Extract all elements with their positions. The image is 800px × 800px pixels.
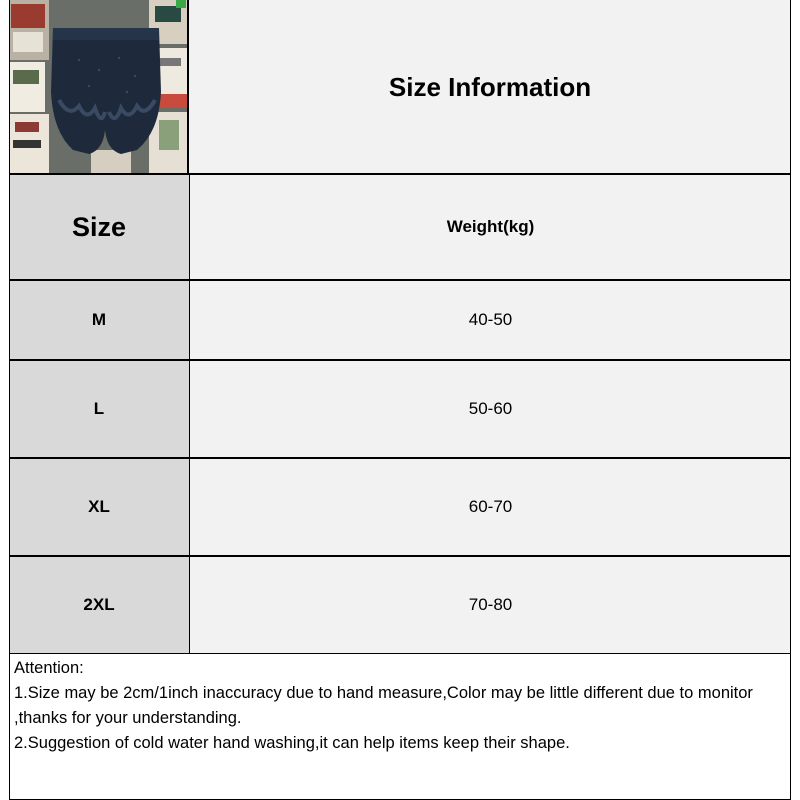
size-cell [9,557,189,653]
size-header-cell [9,175,189,279]
weight-cell [189,281,791,359]
size-cell [9,281,189,359]
size-cell [9,361,189,457]
product-photo [9,0,189,174]
weight-value: 40-50 [468,310,513,329]
size-value: M [91,310,107,329]
size-cell [9,459,189,555]
table-row [9,281,791,359]
attention-notes [9,654,791,800]
weight-cell [189,459,791,555]
weight-value: 50-60 [468,399,513,418]
weight-cell [189,361,791,457]
column-header-row [9,175,791,279]
corner-tag [176,0,186,8]
size-column-header: Size [71,211,127,242]
product-photo-image [9,0,189,174]
weight-column-header: Weight(kg) [446,217,535,236]
size-value: 2XL [83,595,115,614]
weight-header-cell [189,175,791,279]
table-row [9,361,791,457]
header-row [9,0,791,174]
table-row [9,557,791,653]
page-title: Size Information [388,71,592,102]
size-value: XL [88,497,110,516]
size-value: L [93,399,105,418]
notes-line-1: 1.Size may be 2cm/1inch inaccuracy due to hand measure,Color may be little different due to monitor ,thanks for your understanding. [14,684,753,727]
notes-heading: Attention: [14,659,84,677]
title-cell [189,0,791,174]
weight-value: 70-80 [468,595,513,614]
notes-line-2: 2.Suggestion of cold water hand washing,it can help items keep their shape. [14,734,570,752]
weight-cell [189,557,791,653]
table-row [9,459,791,555]
weight-value: 60-70 [468,497,513,516]
